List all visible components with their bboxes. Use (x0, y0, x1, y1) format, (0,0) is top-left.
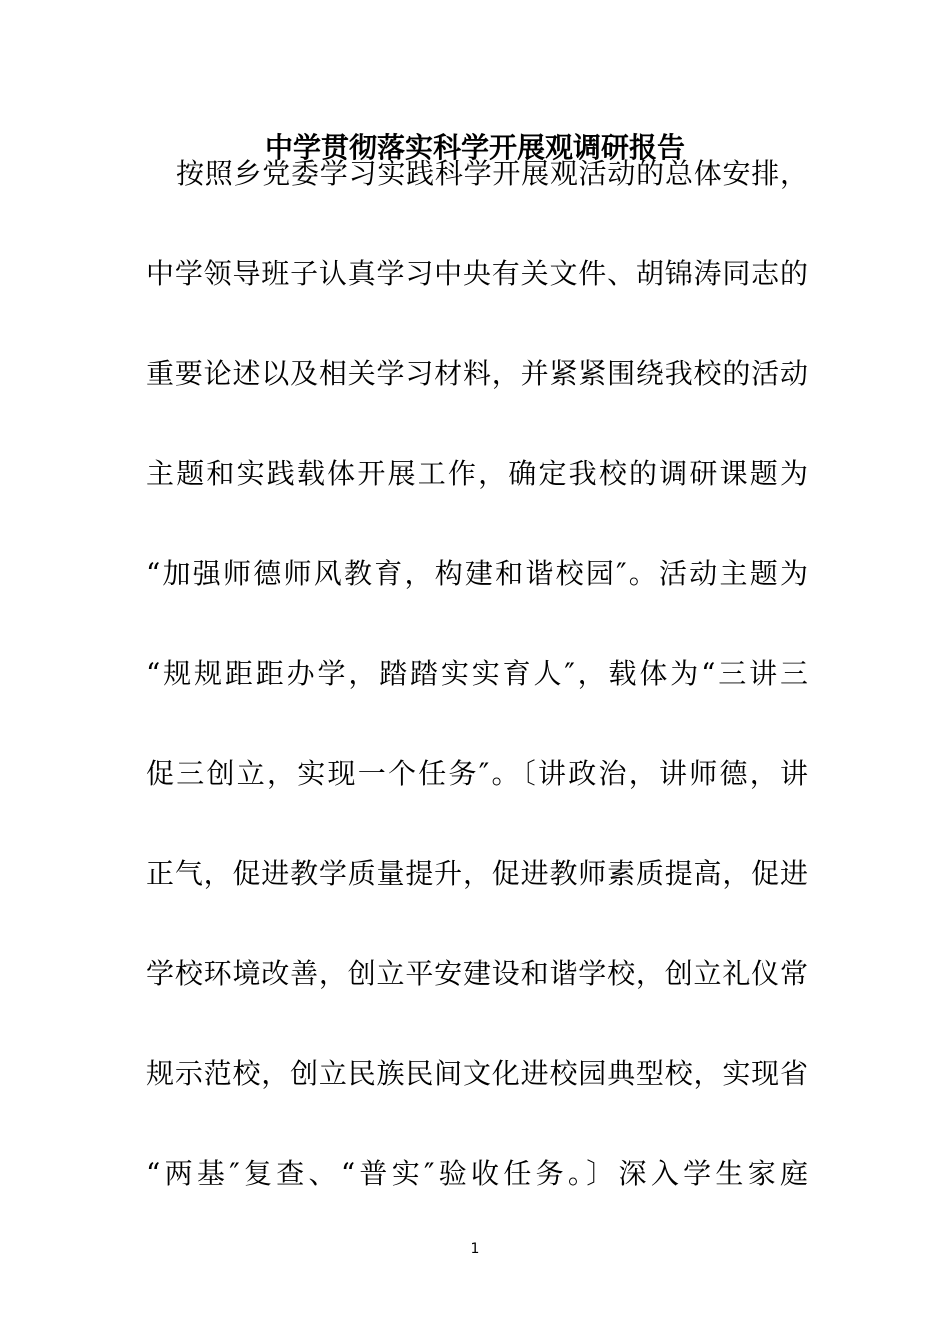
body-line: 促三创立，实现一个任务″。〔讲政治，讲师德，讲 (146, 757, 808, 790)
document-body (146, 154, 808, 1254)
body-line: “两基″复查、“普实″验收任务。〕深入学生家庭 (146, 1157, 808, 1190)
body-line: 主题和实践载体开展工作，确定我校的调研课题为 (146, 457, 808, 490)
document-title: 中学贯彻落实科学开展观调研报告 (264, 131, 685, 164)
body-line: 中学领导班子认真学习中央有关文件、胡锦涛同志的 (146, 257, 808, 290)
body-line: “规规距距办学，踏踏实实育人″，载体为“三讲三 (146, 657, 808, 690)
body-line: 学校环境改善，创立平安建设和谐学校，创立礼仪常 (146, 957, 808, 990)
body-line: 按照乡党委学习实践科学开展观活动的总体安排， (176, 157, 808, 190)
body-line: 正气，促进教学质量提升，促进教师素质提高，促进 (146, 857, 808, 890)
body-line: 规示范校，创立民族民间文化进校园典型校，实现省 (146, 1057, 808, 1090)
body-line: “加强师德师风教育，构建和谐校园″。活动主题为 (146, 557, 808, 590)
body-line: 重要论述以及相关学习材料，并紧紧围绕我校的活动 (146, 357, 808, 390)
page-number: 1 (470, 1241, 480, 1257)
